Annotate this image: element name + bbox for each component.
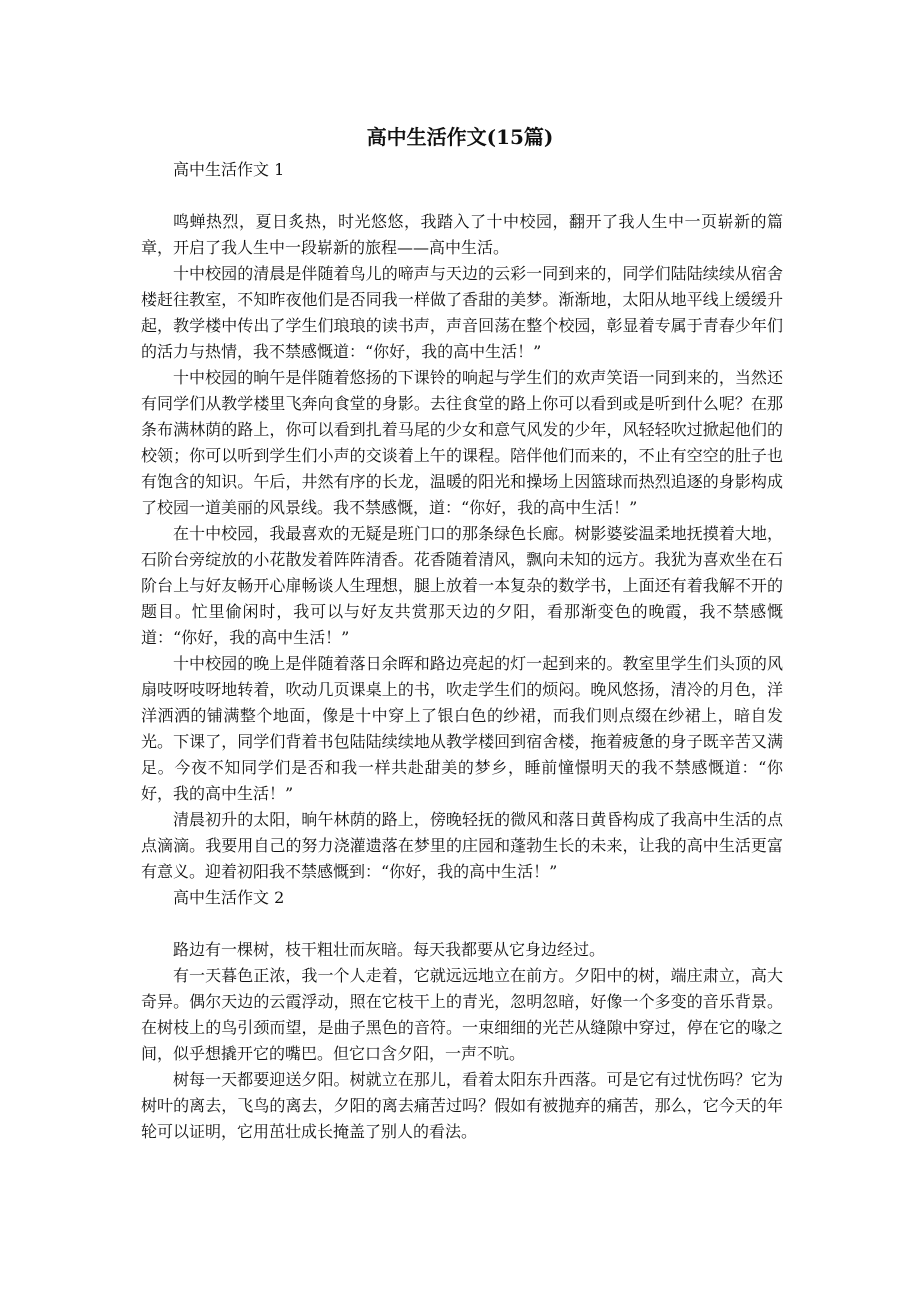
blank-line bbox=[141, 183, 783, 209]
essay1-paragraph-2: 十中校园的清晨是伴随着鸟儿的啼声与天边的云彩一同到来的，同学们陆陆续续从宿舍楼赶往教室，不知昨夜他们是否同我一样做了香甜的美梦。渐渐地，太阳从地平线上缓缓升起，教学楼中传出了学生们琅琅的读书声，声音回荡在整个校园，彰显着专属于青春少年们的活力与热情，我不禁感慨道：“你好，我的高中生活！” bbox=[141, 264, 783, 361]
essay2-heading: 高中生活作文 2 bbox=[173, 888, 285, 907]
essay1-paragraph-1: 鸣蝉热烈，夏日炙热，时光悠悠，我踏入了十中校园，翻开了我人生中一页崭新的篇章，开启了我人生中一段崭新的旅程——高中生活。 bbox=[141, 212, 783, 257]
essay1-paragraph-5: 十中校园的晚上是伴随着落日余晖和路边亮起的灯一起到来的。教室里学生们头顶的风扇吱呀吱呀地转着，吹动几页课桌上的书，吹走学生们的烦闷。晚风悠扬，清冷的月色，洋洋洒洒的铺满整个地面，像是十中穿上了银白色的纱裙，而我们则点缀在纱裙上，暗自发光。下课了，同学们背着书包陆陆续续地从教学楼回到宿舍楼，拖着疲惫的身子既辛苦又满足。今夜不知同学们是否和我一样共赴甜美的梦乡，睡前憧憬明天的我不禁感慨道：“你好，我的高中生活！” bbox=[141, 654, 783, 803]
essay1-heading: 高中生活作文 1 bbox=[173, 160, 285, 179]
essay1-paragraph-3: 十中校园的晌午是伴随着悠扬的下课铃的响起与学生们的欢声笑语一同到来的，当然还有同学们从教学楼里飞奔向食堂的身影。去往食堂的路上你可以看到或是听到什么呢？在那条布满林荫的路上，你可以看到扎着马尾的少女和意气风发的少年，风轻轻吹过掀起他们的校领；你可以听到学生们小声的交谈着上午的课程。陪伴他们而来的，不止有空空的肚子也有饱含的知识。午后，井然有序的长龙，温暖的阳光和操场上因篮球而热烈追逐的身影构成了校园一道美丽的风景线。我不禁感慨，道：“你好，我的高中生活！” bbox=[141, 368, 783, 517]
essay1-paragraph-6: 清晨初升的太阳，晌午林荫的路上，傍晚轻抚的微风和落日黄昏构成了我高中生活的点点滴滴。我要用自己的努力浇灌遗落在梦里的庄园和蓬勃生长的未来，让我的高中生活更富有意义。迎着初阳我不禁感慨到：“你好，我的高中生活！” bbox=[141, 810, 783, 881]
essay2-paragraph-2: 有一天暮色正浓，我一个人走着，它就远远地立在前方。夕阳中的树，端庄肃立，高大奇异。偶尔天边的云霞浮动，照在它枝干上的青光，忽明忽暗，好像一个多变的音乐背景。在树枝上的鸟引颈而望，是曲子黑色的音符。一束细细的光芒从缝隙中穿过，停在它的喙之间，似乎想撬开它的嘴巴。但它口含夕阳，一声不吭。 bbox=[141, 966, 783, 1063]
blank-line bbox=[141, 911, 783, 937]
essay1-paragraph-4: 在十中校园，我最喜欢的无疑是班门口的那条绿色长廊。树影婆娑温柔地抚摸着大地，石阶台旁绽放的小花散发着阵阵清香。花香随着清风，飘向未知的远方。我犹为喜欢坐在石阶台上与好友畅开心扉畅谈人生理想，腿上放着一本复杂的数学书，上面还有着我解不开的题目。忙里偷闲时，我可以与好友共赏那天边的夕阳，看那渐变色的晚霞，我不禁感慨道：“你好，我的高中生活！” bbox=[141, 524, 783, 647]
document-body bbox=[141, 157, 783, 1145]
document-title: 高中生活作文(15篇) bbox=[366, 125, 554, 149]
essay2-paragraph-1: 路边有一棵树，枝干粗壮而灰暗。每天我都要从它身边经过。 bbox=[173, 940, 606, 959]
essay2-paragraph-3: 树每一天都要迎送夕阳。树就立在那儿，看着太阳东升西落。可是它有过忧伤吗？它为树叶的离去，飞鸟的离去，夕阳的离去痛苦过吗？假如有被抛弃的痛苦，那么，它今天的年轮可以证明，它用茁壮成长掩盖了别人的看法。 bbox=[141, 1070, 783, 1141]
